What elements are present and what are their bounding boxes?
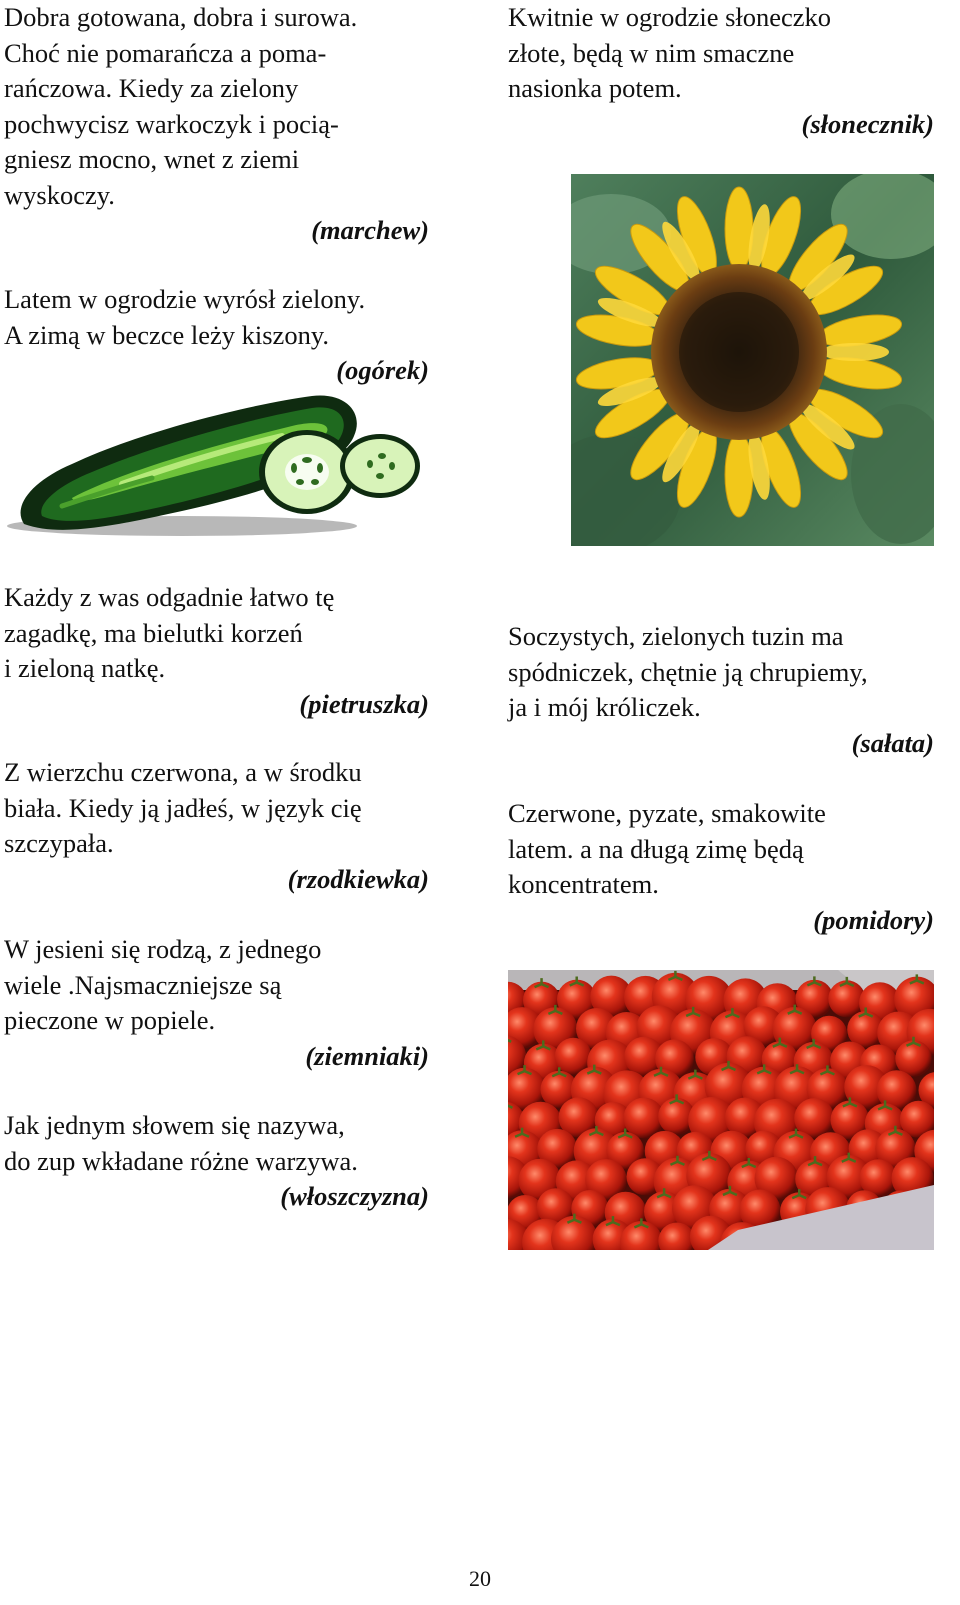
- riddle-rzodkiewka: [4, 755, 429, 897]
- riddle-answer: (włoszczyzna): [280, 1181, 429, 1211]
- riddle-line: wiele .Najsmaczniejsze są: [4, 969, 282, 1000]
- riddle-line: Choć nie pomarańcza a poma-: [4, 37, 327, 68]
- riddle-line: Kwitnie w ogrodzie słoneczko: [508, 2, 832, 32]
- riddle-line: gniesz mocno, wnet z ziemi: [4, 144, 300, 174]
- riddle-line: złote, będą w nim smaczne: [508, 37, 795, 68]
- riddle-line: koncentratem.: [508, 869, 659, 899]
- riddle-line: Dobra gotowana, dobra i surowa.: [4, 2, 358, 32]
- cucumber-image: [2, 386, 422, 542]
- riddle-answer: (pietruszka): [299, 688, 429, 719]
- riddle-line: szczypała.: [4, 828, 114, 858]
- cucumber-icon: [2, 386, 422, 542]
- riddle-salata: [508, 619, 934, 761]
- riddle-line: biała. Kiedy ją jadłeś, w język cię: [4, 792, 362, 823]
- tomatoes-icon: [508, 970, 934, 1250]
- riddle-line: rańczowa. Kiedy za zielony: [4, 73, 299, 103]
- riddle-marchew: [4, 0, 429, 249]
- riddle-answer: (ogórek): [336, 355, 429, 385]
- riddle-slonecznik: [508, 0, 934, 142]
- riddle-line: Jak jednym słowem się nazywa,: [4, 1110, 345, 1140]
- riddle-line: W jesieni się rodzą, z jednego: [4, 934, 322, 964]
- sunflower-icon: [571, 174, 934, 546]
- riddle-line: spódniczek, chętnie ją chrupiemy,: [508, 656, 868, 687]
- riddle-line: Soczystych, zielonych tuzin ma: [508, 621, 844, 651]
- riddle-line: Każdy z was odgadnie łatwo tę: [4, 582, 335, 612]
- riddle-pomidory: [508, 796, 934, 938]
- riddle-line: A zimą w beczce leży kiszony.: [4, 319, 329, 350]
- riddle-line: wyskoczy.: [4, 179, 115, 210]
- riddle-line: zagadkę, ma bielutki korzeń: [4, 617, 303, 648]
- riddle-line: do zup wkładane różne warzywa.: [4, 1145, 358, 1176]
- riddle-answer: (ziemniaki): [305, 1040, 429, 1071]
- riddle-answer: (marchew): [311, 215, 429, 245]
- sunflower-image: [571, 174, 934, 546]
- riddle-ziemniaki: [4, 932, 429, 1074]
- riddle-line: latem. a na długą zimę będą: [508, 833, 804, 864]
- riddle-answer: (rzodkiewka): [287, 863, 429, 894]
- riddle-answer: (słonecznik): [801, 108, 934, 139]
- riddle-line: Z wierzchu czerwona, a w środku: [4, 757, 362, 787]
- riddle-answer: (sałata): [851, 727, 934, 758]
- riddle-line: pochwycisz warkoczyk i pocią-: [4, 108, 339, 139]
- riddle-line: pieczone w popiele.: [4, 1005, 216, 1035]
- tomatoes-image: [508, 970, 934, 1250]
- riddle-line: Latem w ogrodzie wyrósł zielony.: [4, 284, 366, 314]
- riddle-ogorek: [4, 282, 429, 389]
- riddle-answer: (pomidory): [813, 904, 934, 935]
- riddle-line: Czerwone, pyzate, smakowite: [508, 798, 826, 828]
- riddle-wloszczyzna: [4, 1108, 429, 1215]
- riddle-line: ja i mój króliczek.: [508, 692, 701, 722]
- riddle-pietruszka: [4, 580, 429, 722]
- page-number: 20: [469, 1566, 491, 1591]
- riddle-line: i zieloną natkę.: [4, 653, 166, 683]
- riddle-line: nasionka potem.: [508, 73, 682, 103]
